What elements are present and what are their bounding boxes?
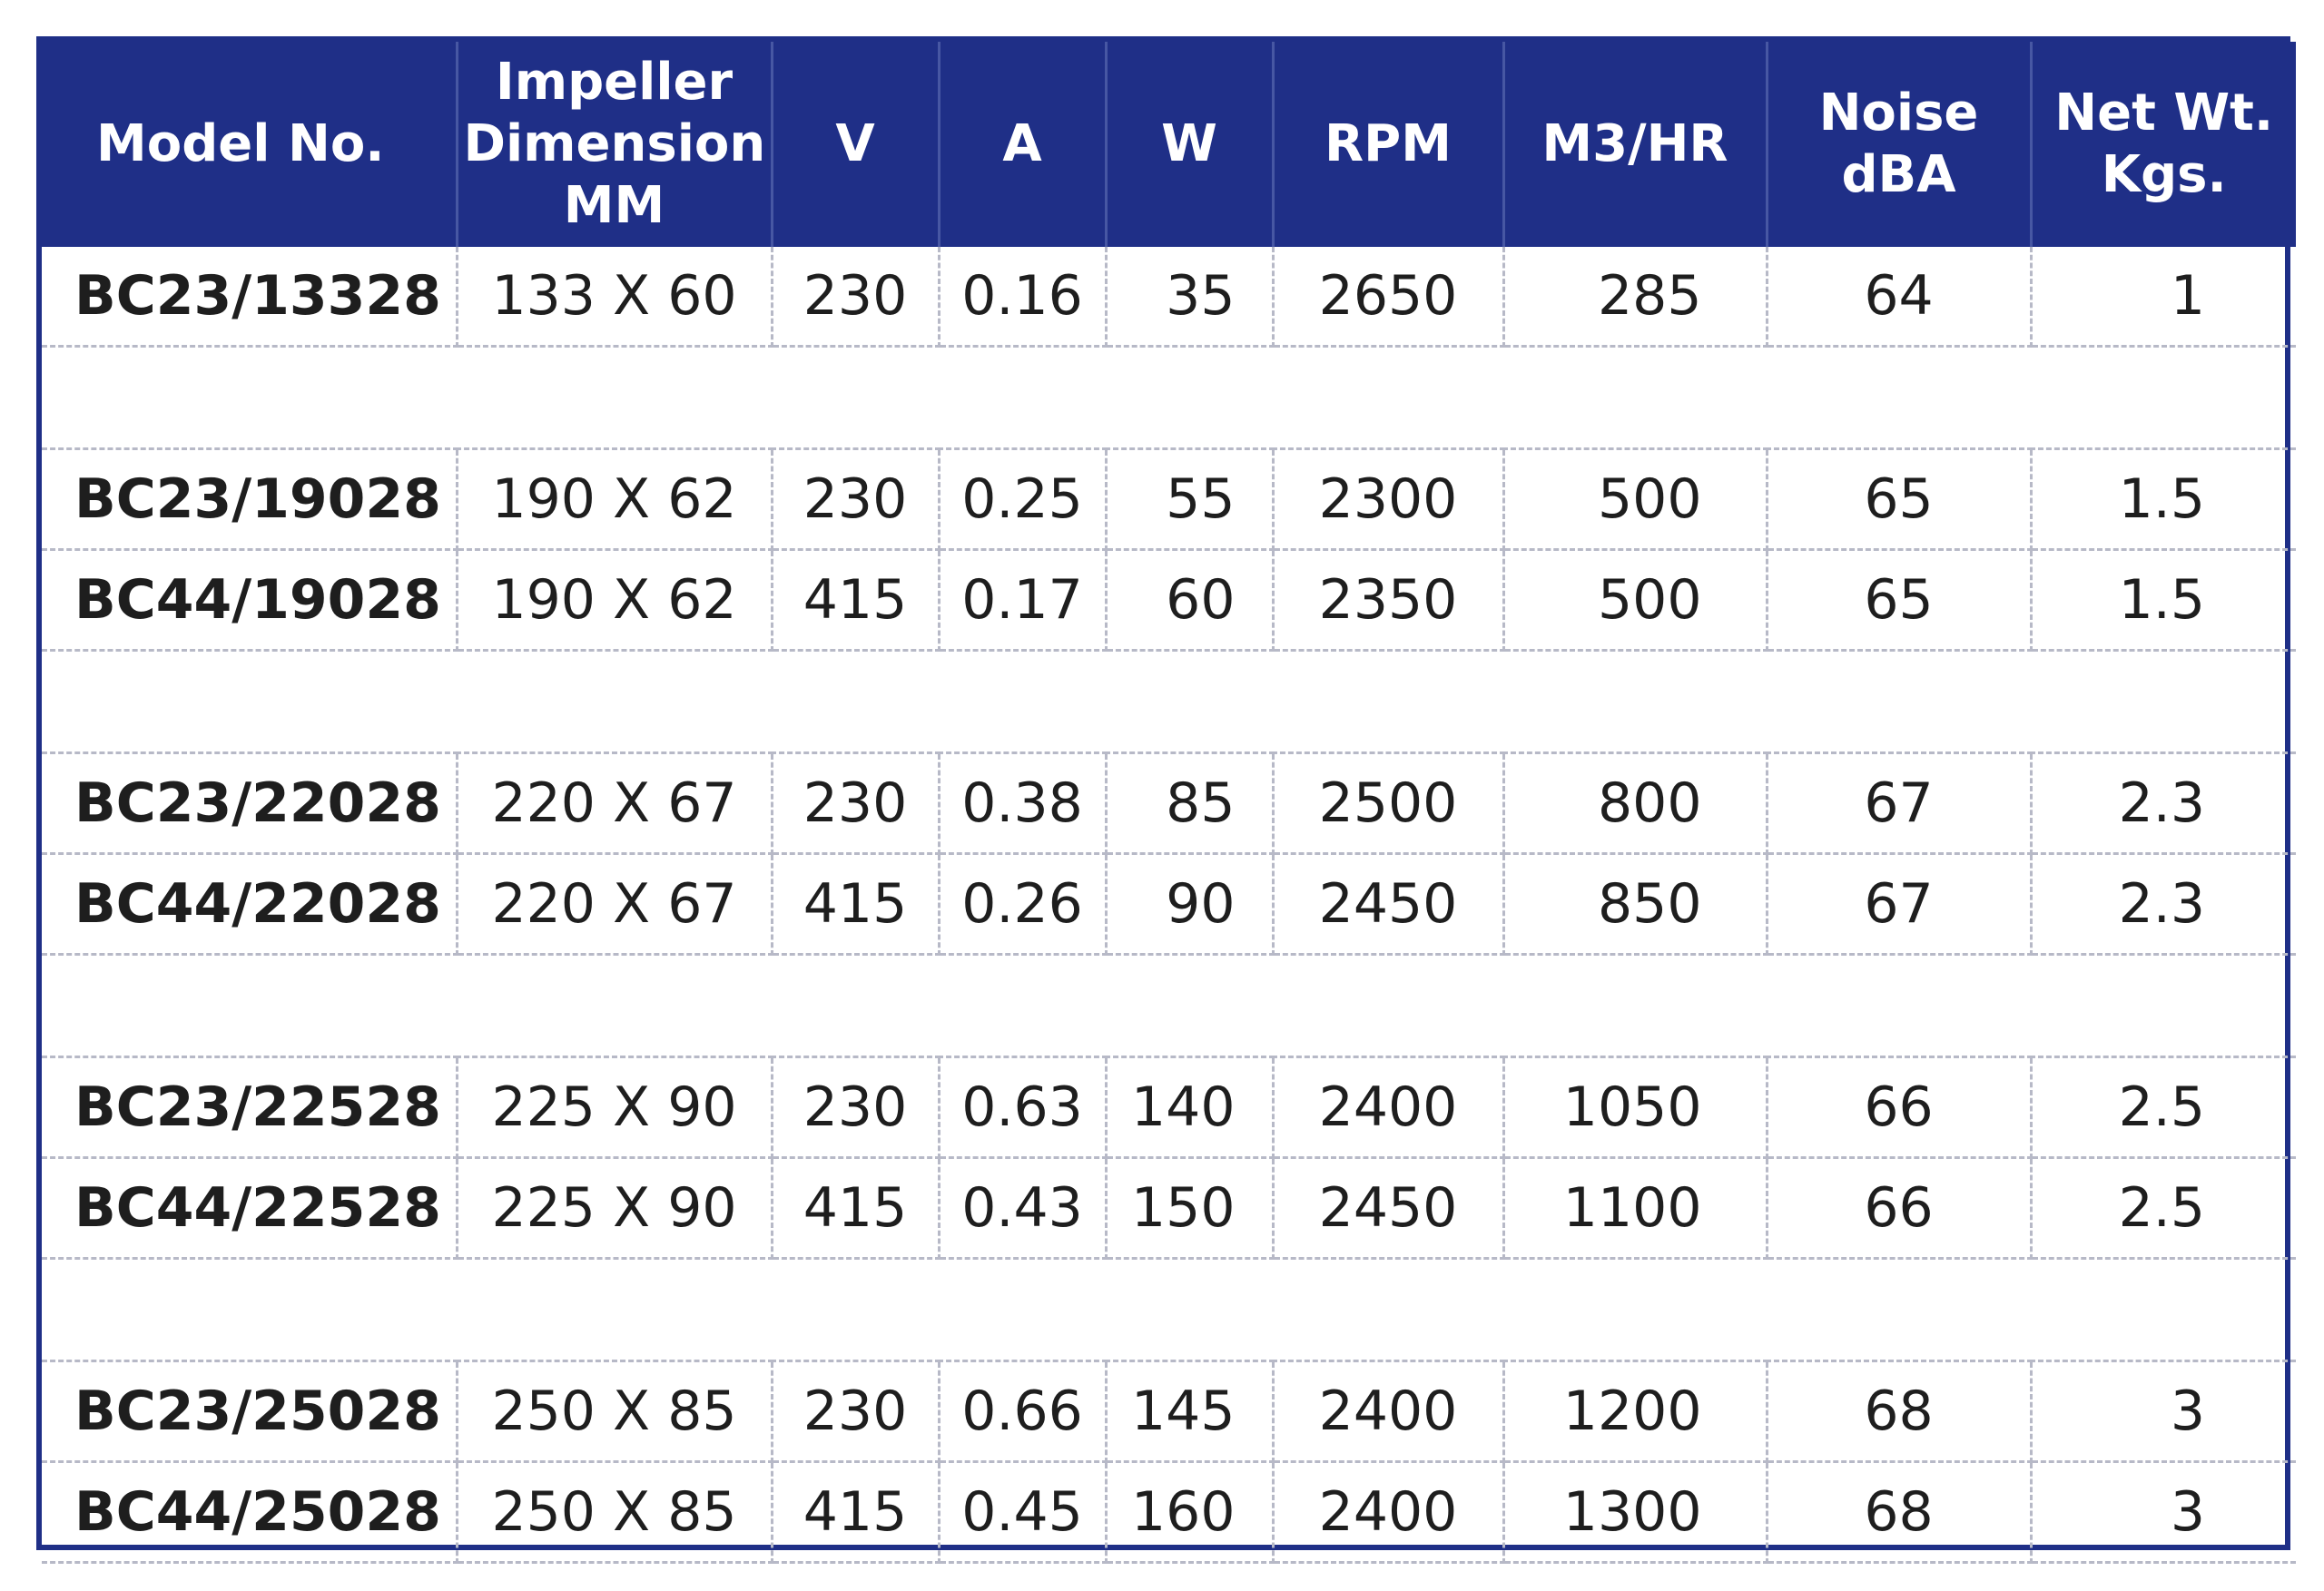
cell-amps: 0.63: [939, 1057, 1106, 1158]
cell-model-no: BC23/25028: [42, 1361, 457, 1462]
table-body: [42, 247, 2296, 1563]
cell-rpm: 2500: [1273, 753, 1503, 854]
table-row: [42, 1057, 2296, 1158]
cell-noise: 64: [1767, 247, 2031, 347]
cell-volts: 230: [772, 753, 939, 854]
cell-impeller-dimension: 190 X 62: [457, 550, 772, 651]
cell-amps: 0.43: [939, 1158, 1106, 1259]
cell-rpm: 2400: [1273, 1462, 1503, 1563]
cell-impeller-dimension: 250 X 85: [457, 1462, 772, 1563]
cell-net-weight: 1.5: [2031, 449, 2296, 550]
cell-volts: 415: [772, 854, 939, 955]
cell-noise: 67: [1767, 753, 2031, 854]
cell-rpm: 2350: [1273, 550, 1503, 651]
table-row: [42, 550, 2296, 651]
cell-impeller-dimension: 225 X 90: [457, 1158, 772, 1259]
cell-impeller-dimension: 133 X 60: [457, 247, 772, 347]
spacer-cell: [42, 651, 2296, 753]
cell-net-weight: 2.3: [2031, 854, 2296, 955]
cell-net-weight: 3: [2031, 1462, 2296, 1563]
cell-net-weight: 3: [2031, 1361, 2296, 1462]
cell-watts: 55: [1106, 449, 1273, 550]
cell-rpm: 2450: [1273, 854, 1503, 955]
cell-watts: 35: [1106, 247, 1273, 347]
table-row: [42, 1462, 2296, 1563]
cell-volts: 415: [772, 1158, 939, 1259]
cell-volts: 230: [772, 449, 939, 550]
table-row: [42, 449, 2296, 550]
cell-impeller-dimension: 220 X 67: [457, 753, 772, 854]
cell-net-weight: 2.3: [2031, 753, 2296, 854]
fan-specification-table: [42, 42, 2296, 1564]
header-rpm: RPM: [1273, 42, 1503, 247]
group-spacer-row: [42, 651, 2296, 753]
cell-airflow: 1300: [1503, 1462, 1767, 1563]
cell-airflow: 850: [1503, 854, 1767, 955]
cell-watts: 150: [1106, 1158, 1273, 1259]
table-row: [42, 247, 2296, 347]
cell-amps: 0.66: [939, 1361, 1106, 1462]
cell-amps: 0.45: [939, 1462, 1106, 1563]
cell-model-no: BC23/22528: [42, 1057, 457, 1158]
cell-model-no: BC44/22028: [42, 854, 457, 955]
header-net-weight: Net Wt. Kgs.: [2031, 42, 2296, 247]
header-airflow: M3/HR: [1503, 42, 1767, 247]
cell-noise: 65: [1767, 449, 2031, 550]
cell-airflow: 285: [1503, 247, 1767, 347]
cell-airflow: 800: [1503, 753, 1767, 854]
cell-amps: 0.38: [939, 753, 1106, 854]
spacer-cell: [42, 347, 2296, 449]
spacer-cell: [42, 955, 2296, 1057]
header-volts: V: [772, 42, 939, 247]
cell-model-no: BC44/25028: [42, 1462, 457, 1563]
cell-volts: 230: [772, 1057, 939, 1158]
cell-amps: 0.26: [939, 854, 1106, 955]
cell-watts: 160: [1106, 1462, 1273, 1563]
cell-amps: 0.17: [939, 550, 1106, 651]
cell-rpm: 2400: [1273, 1057, 1503, 1158]
cell-watts: 90: [1106, 854, 1273, 955]
cell-model-no: BC44/19028: [42, 550, 457, 651]
table-row: [42, 753, 2296, 854]
cell-volts: 415: [772, 550, 939, 651]
cell-airflow: 1200: [1503, 1361, 1767, 1462]
cell-watts: 140: [1106, 1057, 1273, 1158]
group-spacer-row: [42, 347, 2296, 449]
cell-noise: 67: [1767, 854, 2031, 955]
cell-watts: 60: [1106, 550, 1273, 651]
cell-impeller-dimension: 250 X 85: [457, 1361, 772, 1462]
group-spacer-row: [42, 1259, 2296, 1361]
header-impeller-dimension: Impeller Dimension MM: [457, 42, 772, 247]
cell-net-weight: 2.5: [2031, 1057, 2296, 1158]
header-noise: Noise dBA: [1767, 42, 2031, 247]
spacer-cell: [42, 1259, 2296, 1361]
cell-rpm: 2650: [1273, 247, 1503, 347]
cell-watts: 85: [1106, 753, 1273, 854]
cell-impeller-dimension: 220 X 67: [457, 854, 772, 955]
cell-amps: 0.16: [939, 247, 1106, 347]
table-header: [42, 42, 2296, 247]
cell-amps: 0.25: [939, 449, 1106, 550]
table-row: [42, 1361, 2296, 1462]
cell-noise: 68: [1767, 1361, 2031, 1462]
cell-rpm: 2450: [1273, 1158, 1503, 1259]
cell-net-weight: 2.5: [2031, 1158, 2296, 1259]
group-spacer-row: [42, 955, 2296, 1057]
header-model-no: Model No.: [42, 42, 457, 247]
cell-noise: 68: [1767, 1462, 2031, 1563]
header-amps: A: [939, 42, 1106, 247]
cell-airflow: 500: [1503, 550, 1767, 651]
cell-watts: 145: [1106, 1361, 1273, 1462]
cell-model-no: BC44/22528: [42, 1158, 457, 1259]
cell-noise: 66: [1767, 1057, 2031, 1158]
cell-volts: 230: [772, 247, 939, 347]
cell-model-no: BC23/13328: [42, 247, 457, 347]
spec-table-frame: [36, 36, 2290, 1550]
header-row: [42, 42, 2296, 247]
cell-airflow: 1050: [1503, 1057, 1767, 1158]
table-row: [42, 854, 2296, 955]
cell-airflow: 500: [1503, 449, 1767, 550]
cell-net-weight: 1.5: [2031, 550, 2296, 651]
cell-net-weight: 1: [2031, 247, 2296, 347]
cell-rpm: 2300: [1273, 449, 1503, 550]
cell-impeller-dimension: 190 X 62: [457, 449, 772, 550]
header-watts: W: [1106, 42, 1273, 247]
cell-rpm: 2400: [1273, 1361, 1503, 1462]
cell-model-no: BC23/22028: [42, 753, 457, 854]
cell-model-no: BC23/19028: [42, 449, 457, 550]
cell-volts: 230: [772, 1361, 939, 1462]
cell-volts: 415: [772, 1462, 939, 1563]
cell-noise: 66: [1767, 1158, 2031, 1259]
cell-airflow: 1100: [1503, 1158, 1767, 1259]
cell-noise: 65: [1767, 550, 2031, 651]
cell-impeller-dimension: 225 X 90: [457, 1057, 772, 1158]
table-row: [42, 1158, 2296, 1259]
